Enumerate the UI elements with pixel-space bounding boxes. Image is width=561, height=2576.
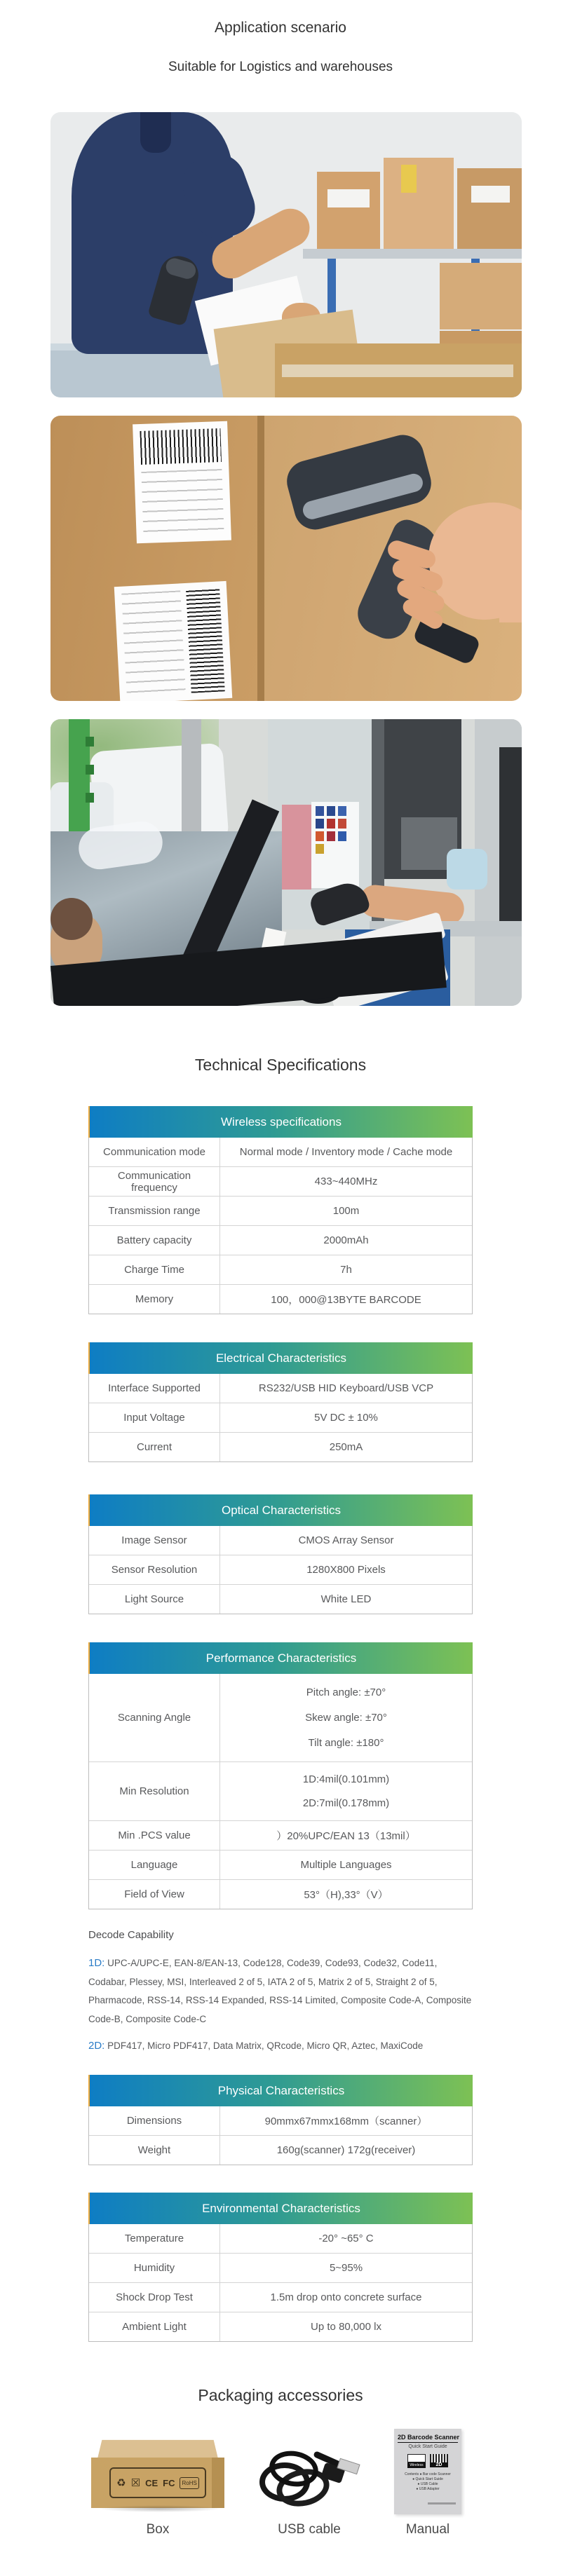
electrical-spec-table	[88, 1342, 473, 1462]
table-row	[89, 1674, 472, 1761]
label-text-lines	[141, 469, 224, 535]
box-label	[471, 186, 510, 203]
technical-specifications-title: Technical Specifications	[194, 1056, 367, 1074]
spec-label: Dimensions	[89, 2106, 220, 2135]
table-row	[89, 1879, 472, 1909]
post-notch	[86, 737, 94, 747]
manual-contents-line: ● Quick Start Guide	[412, 2477, 443, 2481]
spec-label: Scanning Angle	[89, 1674, 220, 1761]
performance-table-body	[88, 1674, 473, 1909]
spec-value: 1.5m drop onto concrete surface	[270, 2291, 422, 2303]
wireless-spec-table	[88, 1106, 473, 1314]
spec-label: Battery capacity	[89, 1226, 220, 1255]
manual-contents-line: Contents ● Bar code Scanner	[405, 2472, 451, 2476]
2d-badge	[430, 2454, 448, 2468]
physical-table-header: Physical Characteristics	[88, 2075, 473, 2106]
spec-label: Memory	[89, 1285, 220, 1314]
poster-card	[338, 806, 346, 816]
table-row	[89, 2282, 472, 2312]
spec-value-line: Skew angle: ±70°	[305, 1711, 387, 1724]
optical-table-body	[88, 1526, 473, 1614]
wireless-table-body	[88, 1138, 473, 1314]
table-row	[89, 1138, 472, 1166]
shelf-box	[457, 168, 522, 249]
spec-value: 90mmx67mmx168mm（scanner）	[264, 2115, 428, 2127]
usb-cable-image	[258, 2444, 360, 2509]
spec-value: CMOS Array Sensor	[298, 1534, 394, 1546]
warehouse-scanning-photo	[50, 112, 522, 397]
box-caption: Box	[146, 2522, 170, 2537]
spec-value: 100m	[332, 1205, 360, 1217]
usb-cable-caption: USB cable	[278, 2522, 341, 2537]
spec-value: White LED	[320, 1593, 372, 1605]
table-row	[89, 1850, 472, 1879]
spec-value: 1280X800 Pixels	[306, 1564, 386, 1576]
wrist	[499, 510, 522, 622]
manual-badges	[398, 2454, 458, 2468]
manual-contents-line: ● USB Cable	[417, 2482, 438, 2486]
toll-booth-scanning-photo	[50, 719, 522, 1006]
spec-label: Communication frequency	[89, 1167, 220, 1196]
wireless-table-header: Wireless specifications	[88, 1106, 473, 1138]
spec-value-line: 1D:4mil(0.101mm)	[302, 1773, 390, 1786]
box-label	[327, 189, 370, 207]
poster-card	[316, 806, 324, 816]
spec-value-multiline	[220, 1674, 472, 1761]
spec-label: Input Voltage	[89, 1403, 220, 1432]
spec-value-multiline	[220, 1762, 472, 1820]
electrical-table-body	[88, 1374, 473, 1462]
physical-spec-table	[88, 2075, 473, 2165]
spec-label: Min .PCS value	[89, 1821, 220, 1850]
floor-box	[440, 263, 522, 329]
spec-label: Temperature	[89, 2224, 220, 2253]
table-row	[89, 1432, 472, 1461]
poster-card	[316, 831, 324, 841]
table-row	[89, 1166, 472, 1196]
environmental-spec-table	[88, 2193, 473, 2342]
manual-subtitle: Quick Start Guide	[408, 2444, 447, 2449]
wireless-badge	[407, 2454, 426, 2468]
table-row	[89, 2106, 472, 2135]
box-side-shade	[212, 2458, 224, 2508]
spec-label: Weight	[89, 2136, 220, 2165]
spec-label: Image Sensor	[89, 1526, 220, 1555]
performance-spec-table	[88, 1642, 473, 1909]
spec-value: -20° ~65° C	[318, 2233, 374, 2244]
spec-value: 100，000@13BYTE BARCODE	[271, 1294, 421, 1306]
table-row	[89, 2312, 472, 2341]
table-row	[89, 1820, 472, 1850]
carton-edge	[257, 416, 264, 701]
table-row	[89, 1284, 472, 1314]
recycle-icon: ♻	[116, 2477, 126, 2489]
poster-card	[338, 831, 346, 841]
barcode-stripes-vertical	[186, 588, 225, 693]
optical-spec-table	[88, 1494, 473, 1614]
table-row	[89, 1555, 472, 1584]
spec-label: Language	[89, 1851, 220, 1879]
poster-card	[327, 819, 335, 829]
manual-serial-line	[428, 2502, 456, 2505]
spec-label: Min Resolution	[89, 1762, 220, 1820]
shelf-box	[317, 172, 380, 249]
manual-cover-image	[394, 2429, 461, 2514]
table-row	[89, 1584, 472, 1614]
spec-label: Sensor Resolution	[89, 1555, 220, 1584]
shipping-label-bottom	[114, 581, 233, 701]
ce-mark-icon: CE	[145, 2477, 158, 2488]
decode-1d-label: 1D:	[88, 1957, 105, 1969]
spec-value: 53°（H),33°（V）	[304, 1889, 388, 1901]
application-scenario-subtitle: Suitable for Logistics and warehouses	[168, 60, 393, 74]
spec-value: ）20%UPC/EAN 13（13mil）	[276, 1830, 416, 1842]
shipping-label-top	[133, 421, 231, 544]
barcode-stripes	[140, 428, 222, 465]
performance-table-header: Performance Characteristics	[88, 1642, 473, 1674]
environmental-table-header: Environmental Characteristics	[88, 2193, 473, 2224]
optical-table-header: Optical Characteristics	[88, 1494, 473, 1526]
yellow-label	[401, 165, 417, 193]
poster-card	[316, 844, 324, 854]
box-shadow	[98, 2505, 222, 2512]
table-row	[89, 2135, 472, 2165]
box-certification-panel	[109, 2467, 206, 2498]
pink-sign	[282, 805, 311, 890]
table-row	[89, 1255, 472, 1284]
polo-collar	[140, 112, 171, 153]
table-row	[89, 1761, 472, 1820]
2d-badge-label: 2D	[430, 2462, 448, 2467]
spec-label: Light Source	[89, 1585, 220, 1614]
waste-bin-icon: ☒	[130, 2477, 141, 2489]
attendant-sleeve	[447, 849, 487, 890]
spec-value: RS232/USB HID Keyboard/USB VCP	[258, 1382, 434, 1394]
package-box-image	[91, 2438, 224, 2508]
spec-value: Normal mode / Inventory mode / Cache mode	[239, 1146, 453, 1158]
spec-value-line: Tilt angle: ±180°	[308, 1737, 384, 1750]
wireless-antenna-icon	[407, 2454, 426, 2462]
spec-value: 7h	[340, 1264, 352, 1276]
carton-label-scanning-photo	[50, 416, 522, 701]
spec-value: 433~440MHz	[314, 1175, 378, 1187]
electrical-table-header: Electrical Characteristics	[88, 1342, 473, 1374]
driver-hair	[50, 898, 93, 940]
poster-card	[327, 806, 335, 816]
decode-1d-text: UPC-A/UPC-E, EAN-8/EAN-13, Code128, Code39, Code93, Code32, Code11, Codabar, Plessey, MSI, Interleaved 2 of 5, IATA 2 of 5, Matrix 2 of 5, Straight 2 of 5, Pharmacode, RSS-14, RSS-14 Expanded, RSS-14 Limited, Composite Code-A, Composite Code-B, Composite Code-C	[88, 1958, 472, 2024]
spec-label: Communication mode	[89, 1138, 220, 1166]
spec-value: 2000mAh	[323, 1234, 369, 1246]
decode-2d-text: PDF417, Micro PDF417, Data Matrix, QRcode, Micro QR, Aztec, MaxiCode	[107, 2040, 424, 2051]
table-row	[89, 1196, 472, 1225]
manual-contents	[398, 2472, 458, 2492]
environmental-table-body	[88, 2224, 473, 2342]
spec-label: Interface Supported	[89, 1374, 220, 1403]
spec-label: Humidity	[89, 2254, 220, 2282]
spec-value: Multiple Languages	[300, 1859, 392, 1871]
poster-card	[327, 831, 335, 841]
table-row	[89, 1526, 472, 1555]
decode-1d-paragraph	[88, 1954, 475, 2029]
spec-value-line: Pitch angle: ±70°	[306, 1686, 386, 1698]
post-notch	[86, 765, 94, 775]
application-scenario-title: Application scenario	[215, 20, 346, 36]
info-poster	[311, 802, 359, 888]
booth-side-window	[499, 747, 522, 922]
spec-label: Field of View	[89, 1880, 220, 1909]
spec-value: 5~95%	[329, 2262, 363, 2274]
decode-capability-heading: Decode Capability	[88, 1929, 174, 1941]
label-text-lines	[121, 590, 186, 696]
box-tape-strip	[282, 364, 513, 377]
spec-value: 5V DC ± 10%	[314, 1412, 378, 1424]
physical-table-body	[88, 2106, 473, 2165]
spec-label: Charge Time	[89, 1255, 220, 1284]
qr-code-icon	[430, 2454, 448, 2462]
decode-2d-paragraph	[88, 2037, 475, 2056]
shelf-box	[384, 158, 454, 249]
table-row	[89, 1225, 472, 1255]
poster-card	[316, 819, 324, 829]
spec-label: Transmission range	[89, 1197, 220, 1225]
spec-value: 250mA	[329, 1441, 363, 1453]
fcc-mark-icon: FC	[163, 2477, 175, 2488]
poster-card	[338, 819, 346, 829]
rohs-mark-icon: RoHS	[180, 2477, 198, 2489]
decode-2d-label: 2D:	[88, 2040, 105, 2052]
manual-contents-line: ● USB Adapter	[416, 2487, 440, 2491]
manual-title: 2D Barcode Scanner	[398, 2434, 458, 2443]
spec-value: Up to 80,000 lx	[311, 2321, 381, 2333]
spec-label: Current	[89, 1433, 220, 1461]
warehouse-bench	[303, 249, 522, 259]
spec-label: Ambient Light	[89, 2312, 220, 2341]
manual-caption: Manual	[405, 2522, 450, 2537]
spec-value: 160g(scanner) 172g(receiver)	[276, 2144, 416, 2156]
table-row	[89, 1374, 472, 1403]
post-notch	[86, 793, 94, 803]
spec-value-line: 2D:7mil(0.178mm)	[302, 1797, 390, 1809]
wireless-badge-label: Wireless	[407, 2462, 426, 2468]
table-row	[89, 2224, 472, 2253]
table-row	[89, 1403, 472, 1432]
table-row	[89, 2253, 472, 2282]
spec-label: Shock Drop Test	[89, 2283, 220, 2312]
packaging-accessories-title: Packaging accessories	[198, 2386, 363, 2404]
